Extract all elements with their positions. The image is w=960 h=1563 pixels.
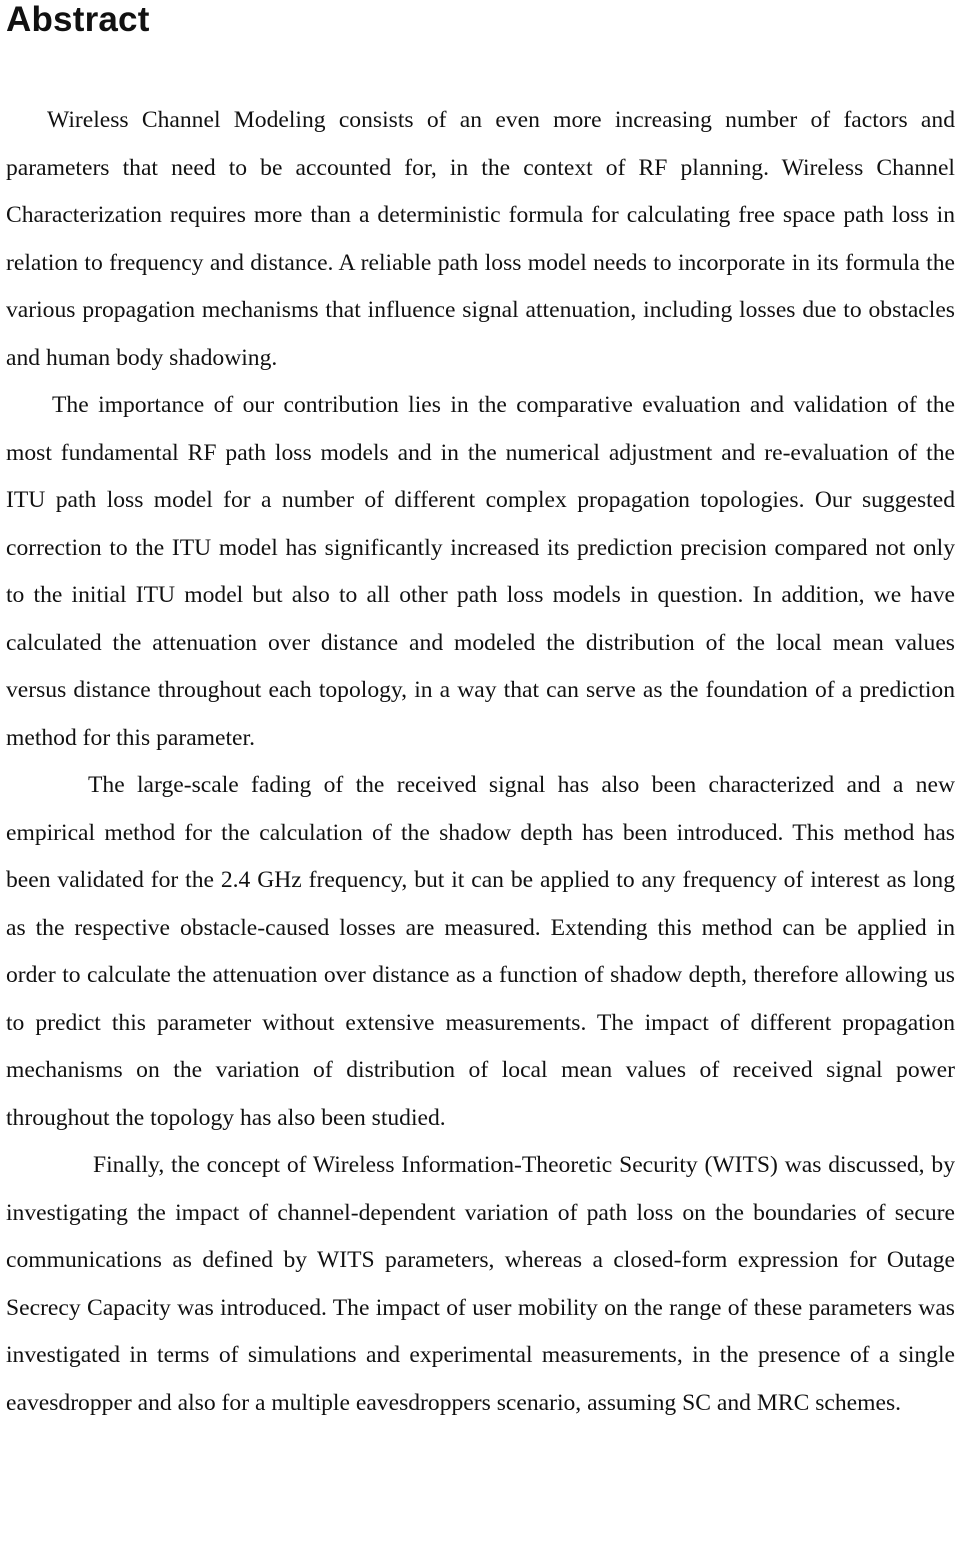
abstract-body (6, 97, 955, 1427)
abstract-paragraph-1: Wireless Channel Modeling consists of an even more increasing number of factors and parameters that need to be accounted for, in the context of RF planning. Wireless Channel Characterization requires more than a deterministic formula for calculating free space path loss in relation to frequency and distance. A reliable path loss model needs to incorporate in its formula the various propagation mechanisms that influence signal attenuation, including losses due to obstacles and human body shadowing. (6, 107, 955, 371)
abstract-paragraph-4: Finally, the concept of Wireless Information-Theoretic Security (WITS) was discussed, by investigating the impact of channel-dependent variation of path loss on the boundaries of secure communications as defined by WITS parameters, whereas a closed-form expression for Outage Secrecy Capacity was introduced. The impact of user mobility on the range of these parameters was investigated in terms of simulations and experimental measurements, in the presence of a single eavesdropper and also for a multiple eavesdroppers scenario, assuming SC and MRC schemes. (6, 1152, 955, 1416)
abstract-paragraph-3: The large-scale fading of the received signal has also been characterized and a new empirical method for the calculation of the shadow depth has been introduced. This method has been validated for the 2.4 GHz frequency, but it can be applied to any frequency of interest as long as the respective obstacle-caused losses are measured. Extending this method can be applied in order to calculate the attenuation over distance as a function of shadow depth, therefore allowing us to predict this parameter without extensive measurements. The impact of different propagation mechanisms on the variation of distribution of local mean values of received signal power throughout the topology has also been studied. (6, 772, 955, 1131)
abstract-paragraph-2: The importance of our contribution lies in the comparative evaluation and validation of the most fundamental RF path loss models and in the numerical adjustment and re-evaluation of the ITU path loss model for a number of different complex propagation topologies. Our suggested correction to the ITU model has significantly increased its prediction precision compared not only to the initial ITU model but also to all other path loss models in question. In addition, we have calculated the attenuation over distance and modeled the distribution of the local mean values versus distance throughout each topology, in a way that can serve as the foundation of a prediction method for this parameter. (6, 392, 955, 751)
section-heading: Abstract (6, 0, 150, 39)
